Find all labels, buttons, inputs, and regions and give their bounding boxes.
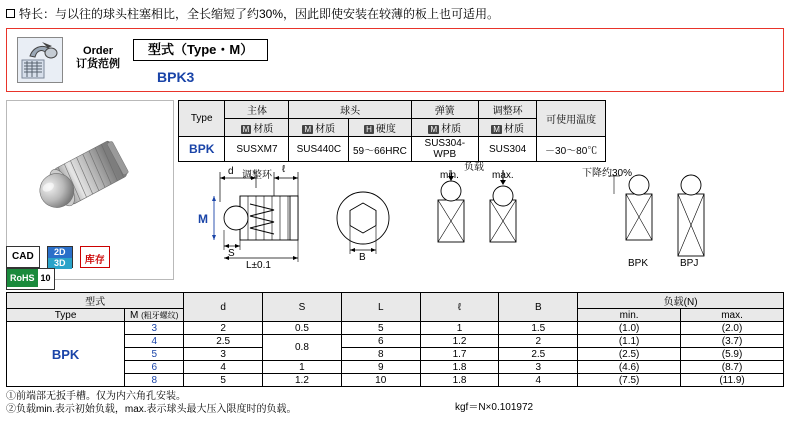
order-type-box: 型式（Type・M）: [133, 39, 268, 61]
cell-M: 6: [125, 361, 184, 374]
table-body: [7, 322, 784, 387]
feature-text: [6, 6, 784, 22]
order-label: [69, 45, 127, 71]
head-load: 负载(N): [578, 293, 784, 309]
cell-load-max: (11.9): [681, 374, 784, 387]
head-B: B: [499, 293, 578, 322]
bullet-square-icon: [6, 9, 15, 18]
cell-S: 1: [263, 361, 342, 374]
spec-temp-value: －30～80℃: [537, 137, 606, 162]
cell-d: 5: [184, 374, 263, 387]
h-tag-icon: H: [366, 125, 372, 134]
head-M-main: M: [130, 309, 139, 321]
cell-S: 1.2: [263, 374, 342, 387]
bpk-label: BPK: [628, 258, 649, 269]
spec-spring-value: SUS304-WPB: [411, 137, 478, 162]
dim-M-label: M: [198, 212, 208, 226]
order-label-en: Order: [83, 45, 113, 57]
order-example-icon: [17, 37, 63, 83]
cell-ell: 1.8: [420, 361, 499, 374]
cell-L: 9: [341, 361, 420, 374]
cell-d: 2.5: [184, 335, 263, 348]
cell-ell: 1.2: [420, 335, 499, 348]
cell-ell: 1.8: [420, 374, 499, 387]
cell-ell: 1.7: [420, 348, 499, 361]
dim-S-label: S: [228, 248, 235, 259]
spec-sub-ball-mat: M 材质: [289, 119, 349, 137]
dim-L-label: L±0.1: [246, 260, 271, 271]
row-type-label: BPK: [7, 322, 125, 387]
product-photo-graphic: [21, 123, 161, 233]
m-tag-icon: M: [242, 125, 250, 134]
cell-B: 3: [499, 361, 578, 374]
cell-L: 10: [341, 374, 420, 387]
drop-note: 下降约30%: [582, 168, 633, 179]
spec-head-spring: 弹簧: [411, 101, 478, 119]
rohs-label: RoHS: [7, 269, 38, 287]
order-icon-graphic: [18, 38, 62, 82]
head-M-sub: (粗牙螺纹): [141, 310, 179, 320]
spec-body-value: SUSXM7: [225, 137, 289, 162]
m-tag-icon: M: [304, 125, 312, 134]
cell-L: 6: [341, 335, 420, 348]
m-tag-icon: M: [430, 125, 438, 134]
head-S: S: [263, 293, 342, 322]
cell-load-max: (5.9): [681, 348, 784, 361]
badge-3d: 3D: [48, 258, 72, 269]
cell-M: 5: [125, 348, 184, 361]
spec-head-ball: 球头: [289, 101, 411, 119]
cell-d: 3: [184, 348, 263, 361]
load-max-label: max.: [492, 170, 514, 181]
dim-ell-label: ℓ: [282, 164, 286, 175]
spec-sub-ring-mat: M 材质: [478, 119, 536, 137]
cell-M: 3: [125, 322, 184, 335]
cell-B: 1.5: [499, 322, 578, 335]
cell-ell: 1: [420, 322, 499, 335]
cell-S: 0.8: [263, 335, 342, 361]
head-M: [125, 309, 184, 322]
spec-ring-value: SUS304: [478, 137, 536, 162]
table-row: [7, 293, 784, 309]
cell-M: 8: [125, 374, 184, 387]
dim-d-label: d: [228, 166, 234, 177]
cell-load-min: (1.1): [578, 335, 681, 348]
spec-head-temp: 可使用温度: [537, 101, 606, 137]
load-label: 负载: [464, 162, 484, 173]
m-tag-icon: M: [493, 125, 500, 134]
order-label-cn: 订货范例: [76, 58, 120, 70]
spec-sub-spring-mat: M 材质: [411, 119, 478, 137]
adjust-ring-label: 调整环: [242, 170, 272, 181]
stock-badge: 库存: [80, 246, 110, 268]
table-head: [7, 293, 784, 322]
order-code: BPK3: [157, 69, 195, 85]
spec-sub-ball-hard: H 硬度: [349, 119, 412, 137]
technical-drawing: [178, 158, 784, 280]
head-d: d: [184, 293, 263, 322]
spec-head-type: Type: [179, 101, 225, 137]
cell-load-min: (7.5): [578, 374, 681, 387]
footnote-2: ②负载min.表示初始负载，max.表示球头最大压入限度时的负载。: [6, 404, 297, 415]
head-type-cn: 型式: [7, 293, 184, 309]
order-example-box: [6, 28, 784, 92]
spec-ball-hard-value: 59～66HRC: [349, 137, 412, 162]
cell-B: 2: [499, 335, 578, 348]
cell-L: 8: [341, 348, 420, 361]
head-load-max: max.: [681, 309, 784, 322]
footnote-1: ①前端部无扳手槽。仅为内六角孔安装。: [6, 391, 186, 402]
cell-B: 2.5: [499, 348, 578, 361]
spec-head-ring: 调整环: [478, 101, 536, 119]
cell-load-min: (4.6): [578, 361, 681, 374]
table-row: [7, 322, 784, 335]
cell-load-min: (2.5): [578, 348, 681, 361]
dimension-badge: [47, 246, 73, 268]
cell-B: 4: [499, 374, 578, 387]
cell-load-max: (3.7): [681, 335, 784, 348]
cell-load-max: (8.7): [681, 361, 784, 374]
product-photo: [21, 123, 161, 233]
badge-2d: 2D: [48, 247, 72, 258]
load-min-label: min.: [440, 170, 459, 181]
head-load-min: min.: [578, 309, 681, 322]
head-L: L: [341, 293, 420, 322]
cell-L: 5: [341, 322, 420, 335]
badge-row: [6, 246, 166, 283]
spec-head-body: 主体: [225, 101, 289, 119]
material-spec-table: [178, 100, 606, 162]
head-type-en: Type: [7, 309, 125, 322]
footnotes: [6, 390, 297, 416]
table-row: [179, 101, 606, 119]
spec-sub-body-mat: M 材质: [225, 119, 289, 137]
dimension-table: [6, 292, 784, 387]
cell-d: 2: [184, 322, 263, 335]
cad-badge: CAD: [6, 246, 40, 268]
cell-d: 4: [184, 361, 263, 374]
head-ell: ℓ: [420, 293, 499, 322]
rohs-badge: [6, 268, 55, 290]
kgf-conversion-note: kgf＝N×0.101972: [455, 402, 534, 413]
bpj-label: BPJ: [680, 258, 699, 269]
rohs-number: 10: [38, 269, 54, 287]
cell-load-min: (1.0): [578, 322, 681, 335]
spec-ball-mat-value: SUS440C: [289, 137, 349, 162]
feature-label: 特长：与以往的球头柱塞相比，全长缩短了约30%，因此即使安装在较薄的板上也可适用。: [19, 7, 500, 21]
dim-B-label: B: [359, 252, 366, 263]
spec-type-value: BPK: [179, 137, 225, 162]
cell-S: 0.5: [263, 322, 342, 335]
cell-M: 4: [125, 335, 184, 348]
cell-load-max: (2.0): [681, 322, 784, 335]
